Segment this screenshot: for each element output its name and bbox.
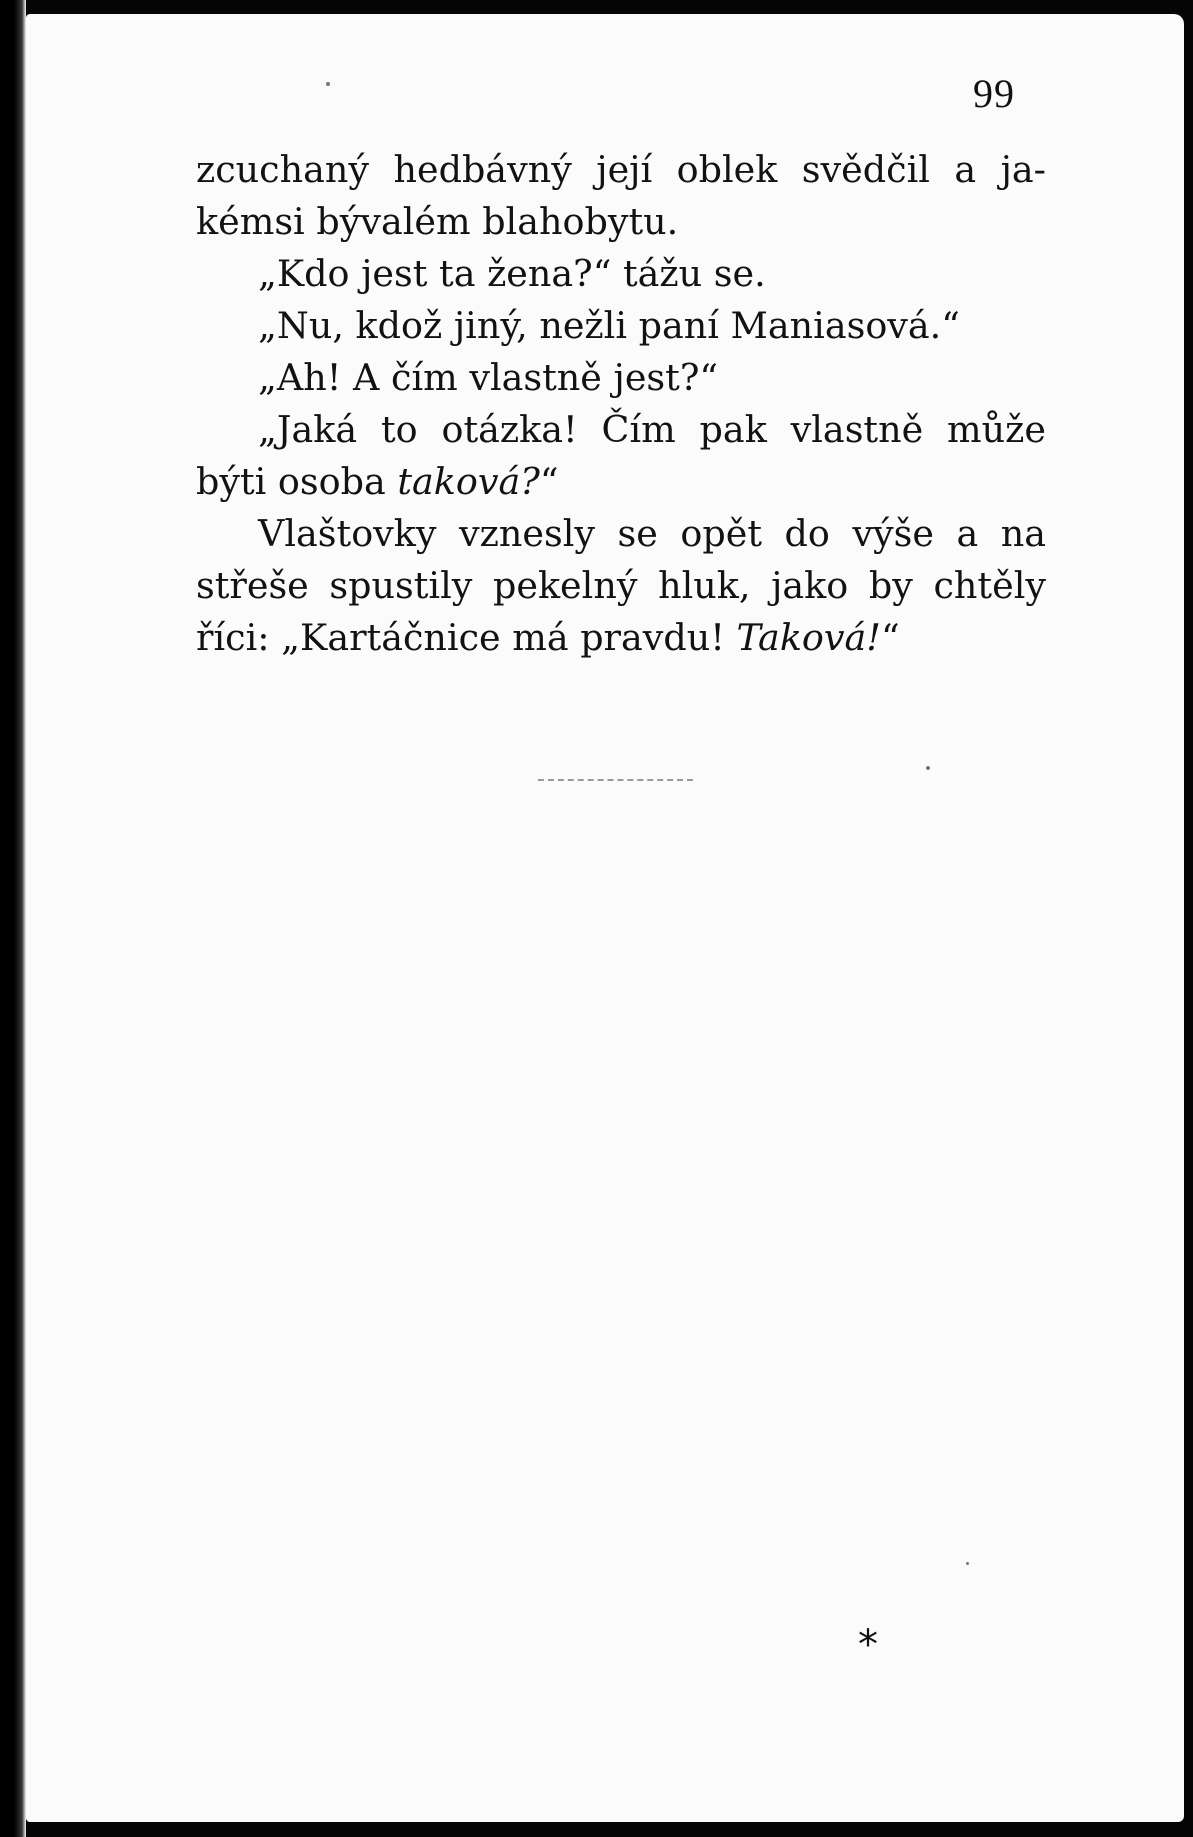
section-divider xyxy=(538,779,693,781)
end-asterisk: * xyxy=(858,1622,878,1668)
book-page xyxy=(26,14,1184,1822)
closing-quote: “ xyxy=(880,616,900,659)
closing-quote: “ xyxy=(539,460,559,503)
text-line: „Ah! A čím vlastně jest?“ xyxy=(258,356,719,399)
text-line: zcuchaný hedbávný její oblek svědčil a ja- xyxy=(196,148,1046,191)
text-line: „Jaká to otázka! Čím pak vlastně může xyxy=(258,408,1046,451)
binding-edge xyxy=(0,0,26,1837)
scan-speck xyxy=(326,82,330,86)
scan-speck xyxy=(926,766,930,770)
text-line: Vlaštovky vznesly se opět do výše a na xyxy=(258,512,1046,555)
page-text xyxy=(196,144,1046,664)
text-line: „Kdo jest ta žena?“ tážu se. xyxy=(258,252,766,295)
scan-speck xyxy=(966,1562,969,1565)
text-segment: říci: „Kartáčnice má pravdu! xyxy=(196,616,737,659)
text-line: kémsi bývalém blahobytu. xyxy=(196,200,679,243)
text-line xyxy=(196,456,1046,508)
text-line: střeše spustily pekelný hluk, jako by chtěly xyxy=(196,564,1046,607)
italic-word: Taková! xyxy=(736,616,881,659)
text-line xyxy=(196,612,1046,664)
italic-word: taková? xyxy=(397,460,540,503)
text-line: „Nu, kdož jiný, nežli paní Maniasová.“ xyxy=(258,304,960,347)
page-number: 99 xyxy=(973,71,1015,116)
text-segment: býti osoba xyxy=(196,460,398,503)
